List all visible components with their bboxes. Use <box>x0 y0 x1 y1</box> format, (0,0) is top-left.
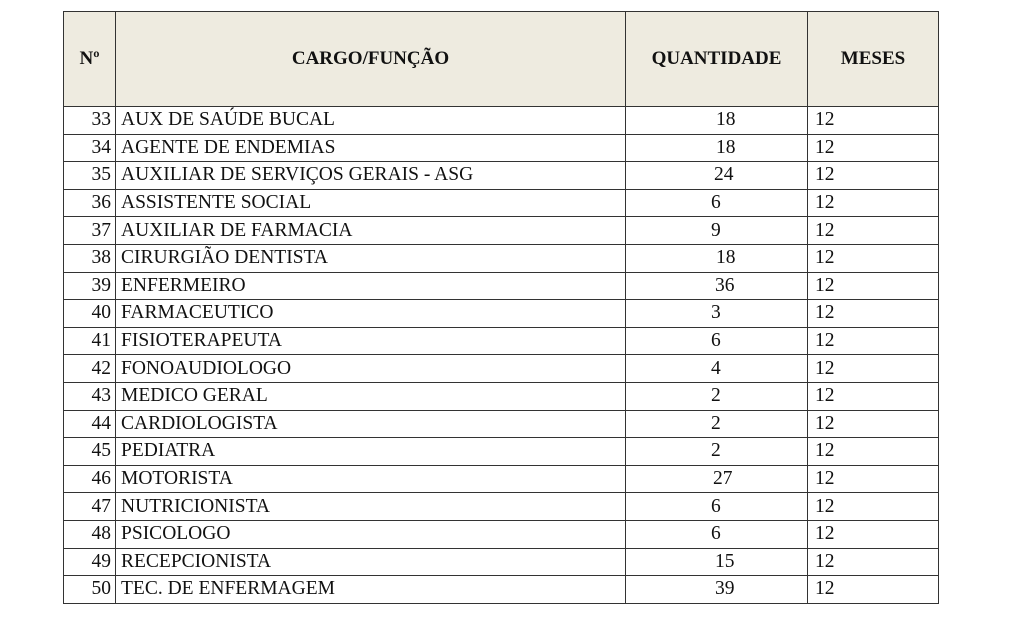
row-quantidade <box>626 520 808 548</box>
row-number: 38 <box>64 244 116 272</box>
row-number: 34 <box>64 134 116 162</box>
row-number: 44 <box>64 410 116 438</box>
table-row <box>64 134 939 162</box>
table-row <box>64 327 939 355</box>
row-cargo: RECEPCIONISTA <box>116 548 626 576</box>
row-number: 43 <box>64 382 116 410</box>
row-number: 37 <box>64 217 116 245</box>
row-cargo: AUXILIAR DE SERVIÇOS GERAIS - ASG <box>116 162 626 190</box>
row-quantidade-value: 18 <box>716 109 736 131</box>
row-meses: 12 <box>808 189 939 217</box>
row-quantidade-value: 39 <box>715 578 735 600</box>
table-row <box>64 438 939 466</box>
row-cargo: ASSISTENTE SOCIAL <box>116 189 626 217</box>
row-quantidade <box>626 217 808 245</box>
row-quantidade-value: 2 <box>711 412 721 434</box>
row-meses: 12 <box>808 162 939 190</box>
row-quantidade <box>626 327 808 355</box>
row-quantidade <box>626 382 808 410</box>
table-row <box>64 382 939 410</box>
row-quantidade-value: 18 <box>716 247 736 269</box>
table-row <box>64 548 939 576</box>
row-number: 33 <box>64 107 116 135</box>
header-quantidade: QUANTIDADE <box>626 12 808 107</box>
row-meses: 12 <box>808 382 939 410</box>
row-number: 41 <box>64 327 116 355</box>
row-meses: 12 <box>808 410 939 438</box>
row-quantidade <box>626 244 808 272</box>
row-meses: 12 <box>808 576 939 604</box>
row-cargo: MEDICO GERAL <box>116 382 626 410</box>
row-number: 40 <box>64 300 116 328</box>
row-quantidade <box>626 465 808 493</box>
row-quantidade-value: 18 <box>716 136 736 158</box>
row-quantidade-value: 6 <box>711 523 721 545</box>
row-meses: 12 <box>808 217 939 245</box>
row-quantidade <box>626 410 808 438</box>
row-quantidade-value: 36 <box>715 274 735 296</box>
row-cargo: CARDIOLOGISTA <box>116 410 626 438</box>
row-cargo: FISIOTERAPEUTA <box>116 327 626 355</box>
table-row <box>64 217 939 245</box>
table-row <box>64 272 939 300</box>
row-cargo: MOTORISTA <box>116 465 626 493</box>
row-quantidade <box>626 438 808 466</box>
row-number: 39 <box>64 272 116 300</box>
row-meses: 12 <box>808 493 939 521</box>
row-meses: 12 <box>808 355 939 383</box>
row-cargo: FONOAUDIOLOGO <box>116 355 626 383</box>
row-quantidade <box>626 189 808 217</box>
table-row <box>64 162 939 190</box>
header-number: Nº <box>64 12 116 107</box>
row-quantidade <box>626 355 808 383</box>
row-quantidade-value: 6 <box>711 330 721 352</box>
table-row <box>64 107 939 135</box>
row-cargo: AUX DE SAÚDE BUCAL <box>116 107 626 135</box>
row-meses: 12 <box>808 272 939 300</box>
positions-table <box>63 11 939 604</box>
row-quantidade <box>626 162 808 190</box>
row-quantidade <box>626 300 808 328</box>
row-meses: 12 <box>808 134 939 162</box>
table-header <box>64 12 939 107</box>
row-meses: 12 <box>808 244 939 272</box>
row-number: 48 <box>64 520 116 548</box>
row-quantidade <box>626 493 808 521</box>
row-quantidade-value: 3 <box>711 302 721 324</box>
row-meses: 12 <box>808 438 939 466</box>
positions-table-container <box>63 11 939 604</box>
row-quantidade-value: 24 <box>714 164 734 186</box>
row-meses: 12 <box>808 465 939 493</box>
row-quantidade <box>626 576 808 604</box>
row-number: 35 <box>64 162 116 190</box>
row-cargo: AUXILIAR DE FARMACIA <box>116 217 626 245</box>
row-quantidade-value: 15 <box>715 550 735 572</box>
row-number: 46 <box>64 465 116 493</box>
row-quantidade-value: 4 <box>711 357 721 379</box>
table-row <box>64 576 939 604</box>
row-number: 36 <box>64 189 116 217</box>
row-meses: 12 <box>808 520 939 548</box>
row-meses: 12 <box>808 300 939 328</box>
row-cargo: TEC. DE ENFERMAGEM <box>116 576 626 604</box>
row-quantidade-value: 2 <box>711 385 721 407</box>
row-quantidade-value: 27 <box>713 468 733 490</box>
row-quantidade-value: 6 <box>711 192 721 214</box>
table-row <box>64 355 939 383</box>
row-cargo: FARMACEUTICO <box>116 300 626 328</box>
table-row <box>64 300 939 328</box>
row-number: 47 <box>64 493 116 521</box>
row-meses: 12 <box>808 107 939 135</box>
row-quantidade <box>626 548 808 576</box>
row-cargo: ENFERMEIRO <box>116 272 626 300</box>
table-row <box>64 493 939 521</box>
header-row <box>64 12 939 107</box>
row-number: 42 <box>64 355 116 383</box>
row-cargo: PSICOLOGO <box>116 520 626 548</box>
header-meses: MESES <box>808 12 939 107</box>
row-quantidade <box>626 134 808 162</box>
table-row <box>64 244 939 272</box>
row-quantidade <box>626 107 808 135</box>
header-cargo-funcao: CARGO/FUNÇÃO <box>116 12 626 107</box>
table-row <box>64 520 939 548</box>
row-meses: 12 <box>808 327 939 355</box>
row-quantidade <box>626 272 808 300</box>
row-cargo: CIRURGIÃO DENTISTA <box>116 244 626 272</box>
row-meses: 12 <box>808 548 939 576</box>
table-body <box>64 107 939 604</box>
row-quantidade-value: 9 <box>711 219 721 241</box>
row-quantidade-value: 2 <box>711 440 721 462</box>
table-row <box>64 410 939 438</box>
table-row <box>64 465 939 493</box>
row-number: 45 <box>64 438 116 466</box>
row-cargo: NUTRICIONISTA <box>116 493 626 521</box>
row-cargo: PEDIATRA <box>116 438 626 466</box>
row-cargo: AGENTE DE ENDEMIAS <box>116 134 626 162</box>
row-quantidade-value: 6 <box>711 495 721 517</box>
row-number: 50 <box>64 576 116 604</box>
row-number: 49 <box>64 548 116 576</box>
table-row <box>64 189 939 217</box>
